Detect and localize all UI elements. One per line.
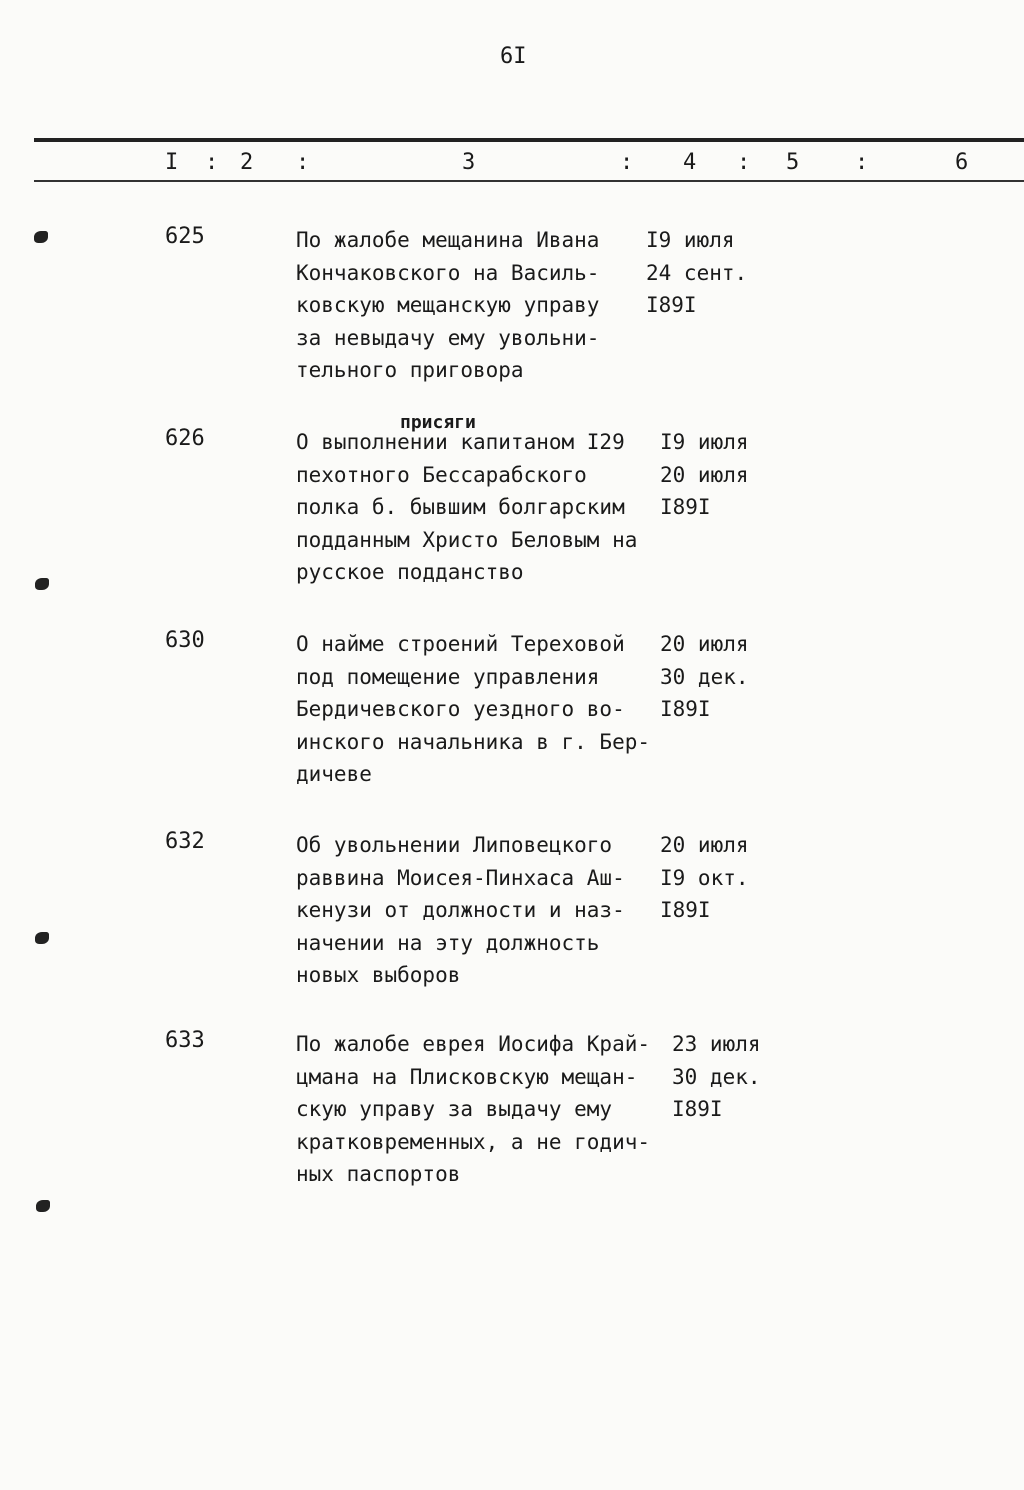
header-rule [34,180,1024,182]
description-line: начении на эту должность [296,930,600,955]
description-line: пехотного Бессарабского [296,462,587,487]
record-number: 625 [165,224,205,249]
record-dates [660,628,749,726]
column-separator: : [620,150,634,175]
description-line: О найме строений Тереховой [296,632,625,656]
date-end: 20 июля [660,462,749,487]
description-line: полка б. бывшим болгарским [296,495,625,519]
date-year: I89I [646,293,697,317]
record-description [296,628,666,791]
binding-mark [34,231,48,243]
binding-mark [35,932,49,944]
column-header-3: 3 [462,150,476,175]
record-description [296,829,666,992]
description-line: кратковременных, а не годич- [296,1129,651,1154]
column-separator: : [296,150,310,175]
record-dates [646,224,747,322]
column-header-6: 6 [955,150,969,175]
column-header-2: 2 [240,150,254,175]
description-line: за невыдачу ему увольни- [296,325,600,350]
description-line: ковскую мещанскую управу [296,293,600,317]
date-end: I9 окт. [660,865,749,890]
inserted-word: присяги [400,412,476,433]
record-number: 630 [165,628,205,653]
date-start: 20 июля [660,632,749,656]
description-line: ных паспортов [296,1162,461,1186]
date-year: I89I [672,1097,723,1121]
description-line: По жалобе еврея Иосифа Край- [296,1032,651,1056]
record-number: 626 [165,426,205,451]
record-dates [660,829,749,927]
record-description [296,1028,666,1191]
description-line: дичеве [296,762,372,786]
column-header-4: 4 [683,150,697,175]
description-line: цмана на Плисковскую мещан- [296,1064,638,1089]
description-line: О выполнении капитаном I29 [296,430,625,454]
description-line: раввина Моисея-Пинхаса Аш- [296,865,625,890]
column-separator: : [205,150,219,175]
description-line: под помещение управления [296,664,600,689]
description-line: Кончаковского на Василь- [296,260,600,285]
description-line: новых выборов [296,963,461,987]
description-line: скую управу за выдачу ему [296,1097,613,1121]
record-number: 632 [165,829,205,854]
date-end: 30 дек. [660,664,749,689]
page-number: 6I [500,44,527,69]
column-separator: : [737,150,751,175]
date-year: I89I [660,697,711,721]
description-line: Бердичевского уездного во- [296,697,625,721]
description-line: подданным Христо Беловым на [296,527,638,552]
record-description [296,224,666,387]
binding-mark [36,1200,50,1212]
record-dates [660,426,749,524]
date-start: I9 июля [660,430,749,454]
record-description [296,426,666,589]
description-line: русское подданство [296,560,524,584]
record-number: 633 [165,1028,205,1053]
date-start: 20 июля [660,833,749,857]
date-start: I9 июля [646,228,735,252]
binding-mark [35,578,49,590]
record-dates [672,1028,761,1126]
date-year: I89I [660,495,711,519]
column-header-5: 5 [786,150,800,175]
date-end: 24 сент. [646,260,748,285]
date-end: 30 дек. [672,1064,761,1089]
description-line: инского начальника в г. Бер- [296,729,651,754]
description-line: кенузи от должности и наз- [296,898,625,922]
column-separator: : [855,150,869,175]
description-line: тельного приговора [296,358,524,382]
column-header-1: I [165,150,179,175]
date-year: I89I [660,898,711,922]
date-start: 23 июля [672,1032,761,1056]
description-line: Об увольнении Липовецкого [296,833,613,857]
top-rule [34,138,1024,142]
description-line: По жалобе мещанина Ивана [296,228,600,252]
